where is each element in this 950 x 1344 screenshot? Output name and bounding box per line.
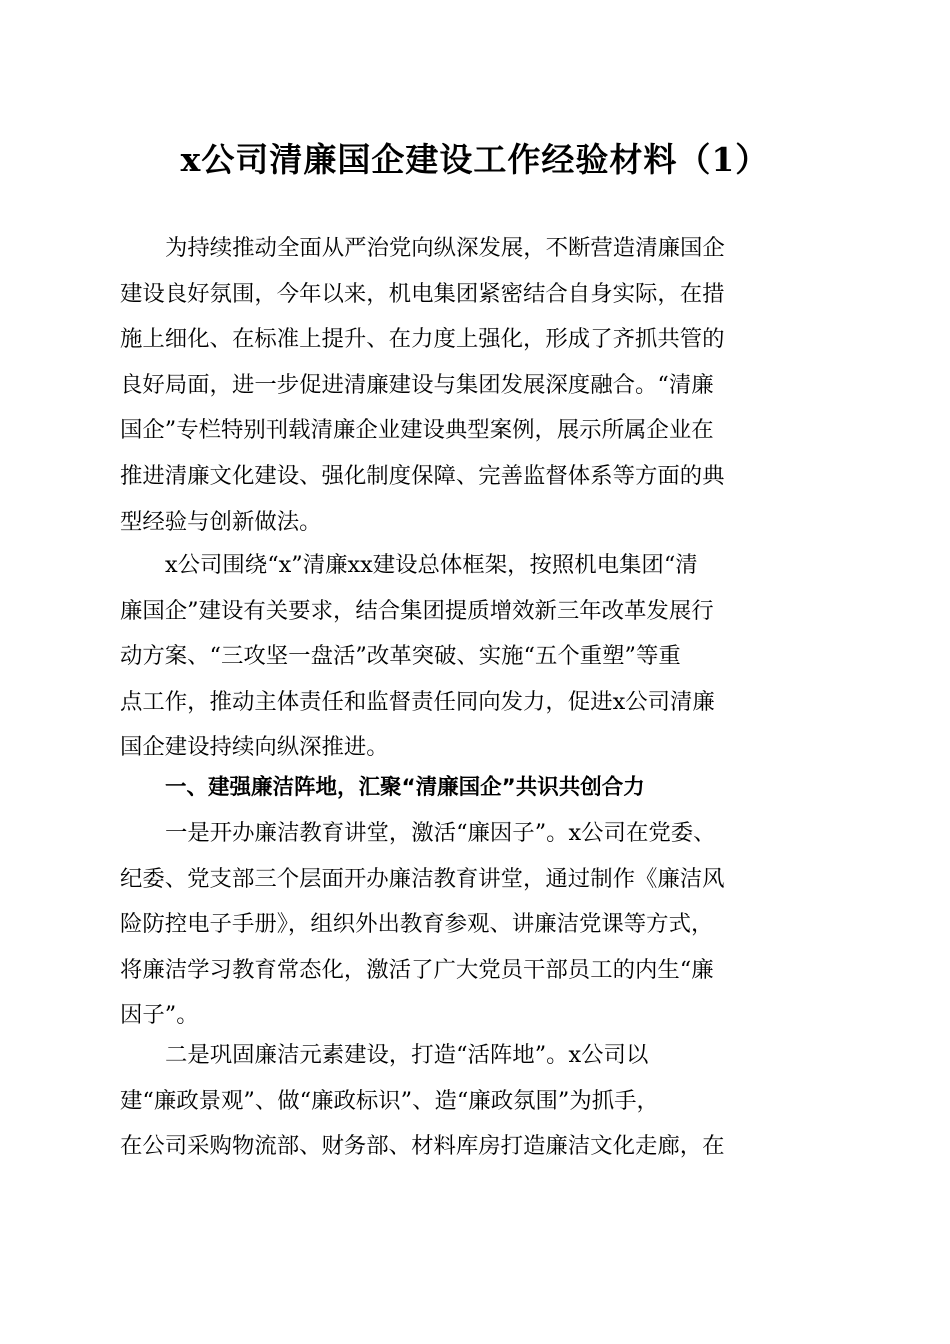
text-line: 型经验与创新做法。 [120,508,322,535]
text-line: 建“廉政景观”、做“廉政标识”、造“廉政氛围”为抓手， [120,1087,659,1114]
text-line: 一是开办廉洁教育讲堂，激活“廉因子”。x公司在党委、 [165,820,716,846]
text-line: 动方案、“三攻坚一盘活”改革突破、实施“五个重塑”等重 [120,643,681,670]
section-heading-text: 一、建强廉洁阵地，汇聚“清廉国企”共识共创合力 [165,775,645,800]
paragraph-intro [120,226,832,545]
text-line: 廉国企”建设有关要求，结合集团提质增效新三年改革发展行 [120,597,714,624]
paragraph-education [120,811,832,1039]
paragraph-positions [120,1033,832,1170]
text-line: 点工作，推动主体责任和监督责任同向发力，促进x公司清廉 [120,688,715,715]
document-title: x公司清廉国企建设工作经验材料（1） [180,140,770,179]
text-line: 施上细化、在标准上提升、在力度上强化，形成了齐抓共管的 [120,326,725,353]
text-line: 二是巩固廉洁元素建设，打造“活阵地”。x公司以 [165,1042,649,1068]
text-line: 国企”专栏特别刊载清廉企业建设典型案例，展示所属企业在 [120,417,714,444]
text-line: 将廉洁学习教育常态化，激活了广大党员干部员工的内生“廉 [120,956,714,983]
text-line: 建设良好氛围，今年以来，机电集团紧密结合自身实际，在措 [120,280,725,307]
text-line: 良好局面，进一步促进清廉建设与集团发展深度融合。“清廉 [120,371,714,398]
paragraph-framework [120,543,832,771]
text-line: 推进清廉文化建设、强化制度保障、完善监督体系等方面的典 [120,462,725,489]
text-line: 因子”。 [120,1002,199,1029]
section-heading-1 [120,765,832,811]
text-line: 险防控电子手册》，组织外出教育参观、讲廉洁党课等方式， [120,911,714,938]
text-line: 国企建设持续向纵深推进。 [120,734,389,761]
text-line: 为持续推动全面从严治党向纵深发展，不断营造清廉国企 [165,235,725,261]
text-line: 纪委、党支部三个层面开办廉洁教育讲堂，通过制作《廉洁风 [120,865,725,892]
text-line: x公司围绕“x”清廉xx建设总体框架，按照机电集团“清 [165,552,698,578]
text-line: 在公司采购物流部、财务部、材料库房打造廉洁文化走廊，在 [120,1133,725,1160]
